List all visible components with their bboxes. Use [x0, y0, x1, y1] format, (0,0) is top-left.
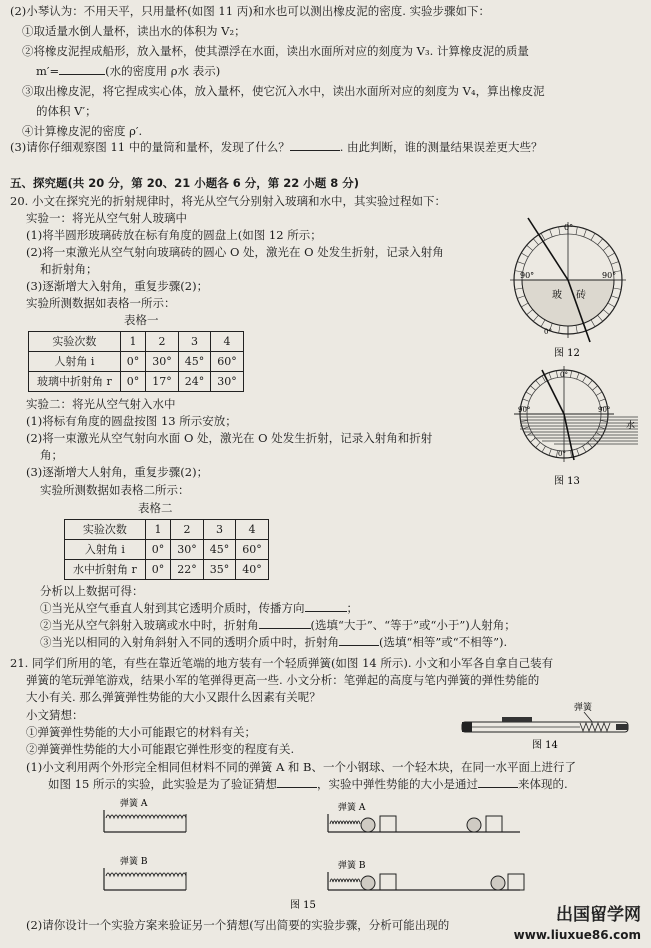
spring-label: 弹簧	[574, 703, 593, 713]
table-cell: 0°	[145, 560, 171, 580]
dial-tick	[517, 262, 525, 265]
table-1	[28, 331, 244, 392]
figure-12	[498, 212, 638, 362]
dial-tick	[541, 320, 545, 327]
dial-tick	[577, 449, 579, 456]
table-cell: 22°	[171, 560, 204, 580]
analysis-1: ①当光从空气垂直人射到其它透明介质时，传播方向 ；	[40, 601, 358, 615]
spring-b-label: 弹簧 B	[120, 857, 148, 867]
table-cell: 35°	[203, 560, 236, 580]
watermark-site: 出国留学网	[556, 904, 641, 925]
exp1-step2: (2)将一束激光从空气射向玻璃砖的圆心 O 处，激光在 O 处发生折射，记录入射角	[26, 245, 444, 259]
dial-tick	[533, 239, 538, 245]
exp2-step2: (2)将一束激光从空气射向水面 O 处，激光在 O 处发生折射，记录入射角和折射	[26, 431, 433, 445]
dial-tick	[577, 373, 579, 380]
part-2: (2)请你设计一个实验方案来验证另一个猜想(写出简要的实验步骤，分析可能出现的	[26, 918, 450, 932]
dial-tick	[598, 315, 603, 321]
dial-tick	[611, 296, 619, 299]
dial-tick	[608, 253, 615, 257]
dial-tick	[542, 446, 546, 452]
dial-tick	[592, 386, 597, 390]
dial-tick	[530, 386, 535, 390]
dial-tick	[592, 438, 597, 442]
table-cell: 0°	[120, 352, 146, 372]
table-cell: 0°	[145, 540, 171, 560]
dial-tick	[576, 227, 577, 235]
guess-intro: 小文猜想：	[26, 708, 84, 722]
table-cell: 24°	[178, 372, 211, 392]
dial-tick	[608, 303, 615, 307]
glass-label: 砖	[576, 290, 586, 301]
analysis-2: ②当光从空气斜射入玻璃或水中时，折射角 (选填“大于”、“等于”或“小于”)人射角；	[40, 618, 516, 632]
table-row	[65, 560, 269, 580]
table-row	[29, 332, 244, 352]
table-cell: 水中折射角 r	[65, 560, 146, 580]
figure-15	[100, 796, 530, 912]
dial-tick	[591, 233, 595, 240]
dial-tick	[559, 227, 560, 235]
step-2: ②将橡皮泥捏成船形，放入量杯，使其漂浮在水面，读出水面所对应的刻度为 V₃. 计算橡皮泥的质量	[22, 44, 529, 58]
dial-tick	[521, 420, 528, 421]
analysis-intro: 分析以上数据可得：	[40, 584, 144, 598]
dial-tick	[527, 245, 533, 250]
table-cell: 入射角 i	[65, 540, 146, 560]
exp2-step2-cont: 角；	[40, 448, 63, 462]
part-1-cont: 如图 15 所示的实验，此实验是为了验证猜想 ，实验中弹性势能的大小是通过 来体现的.	[48, 777, 568, 791]
table-cell: 1	[120, 332, 146, 352]
dial-tick	[549, 449, 551, 456]
answer-blank	[259, 628, 311, 629]
question-21-line3: 大小有关. 那么弹簧弹性势能的大小又跟什么因素有关呢？	[26, 690, 321, 704]
dial-tick	[521, 253, 528, 257]
table-cell: 实验次数	[29, 332, 121, 352]
degree-label: 0°	[560, 371, 568, 379]
dial-tick	[527, 310, 533, 315]
figure-caption: 图 13	[554, 476, 580, 487]
degree-label: 90°	[518, 406, 531, 414]
dial-tick	[613, 288, 621, 289]
dial-tick	[600, 420, 607, 421]
question-21-line2: 弹簧的笔玩弹笔游戏，结果小军的笔弹得更高一些. 小文分析：笔弹起的高度与笔内弹簧的弹性势能的	[26, 673, 540, 687]
dial-tick	[521, 303, 528, 307]
table-1-title: 表格一	[124, 313, 159, 327]
dial-tick	[517, 296, 525, 299]
table-cell: 1	[145, 520, 171, 540]
figure-caption: 图 14	[532, 740, 558, 751]
figure-13	[498, 362, 648, 492]
table-cell: 30°	[171, 540, 204, 560]
guess-2: ②弹簧弹性势能的大小可能跟它弹性形变的程度有关.	[26, 742, 295, 756]
dial-tick	[549, 373, 551, 380]
table-cell: 60°	[236, 540, 269, 560]
analysis-3: ③当光以相同的入射角斜射入不同的透明介质中时，折射角 (选填“相等”或“不相等”).	[40, 635, 508, 649]
spring-a-label: 弹簧 A	[338, 803, 366, 813]
table-cell: 45°	[178, 352, 211, 372]
answer-blank	[305, 611, 347, 612]
dial-tick	[556, 371, 557, 378]
table-cell: 3	[203, 520, 236, 540]
table-2-title: 表格二	[138, 501, 173, 515]
table-cell: 人射角 i	[29, 352, 121, 372]
answer-blank	[290, 150, 340, 151]
dial-tick	[570, 371, 571, 378]
dial-tick	[530, 438, 535, 442]
section-heading: 五、探究题(共 20 分，第 20、21 小题各 6 分，第 22 小题 8 分)	[10, 176, 360, 190]
degree-label: 90°	[520, 271, 535, 280]
table-cell: 60°	[211, 352, 244, 372]
dial-tick	[583, 376, 587, 382]
step-3-cont: 的体积 V′；	[36, 104, 97, 118]
dial-tick	[526, 392, 532, 396]
q-line: (2)小琴认为：不用天平，只用量杯(如图 11 丙)和水也可以测出橡皮泥的密度. 实验步骤如下：	[10, 4, 491, 18]
step-3: ③取出橡皮泥，将它捏成实心体，放入量杯，使它沉入水中，读出水面所对应的刻度为 V₄，算出橡皮泥	[22, 84, 545, 98]
figure-14	[456, 700, 636, 752]
dial-tick	[584, 229, 587, 237]
dial-tick	[611, 262, 619, 265]
dial-tick	[591, 320, 595, 327]
degree-label: 0°	[564, 223, 574, 232]
question-21: 21. 同学们所用的笔，有些在靠近笔端的地方装有一个轻质弹簧(如图 14 所示). 小文和小军各自拿自己装有	[10, 656, 554, 670]
step-4: ④计算橡皮泥的密度 ρ′.	[22, 124, 143, 138]
table-cell: 2	[146, 332, 179, 352]
table-cell: 实验次数	[65, 520, 146, 540]
exp1-data-intro: 实验所测数据如表格一所示：	[26, 296, 176, 310]
figure-caption: 图 12	[554, 348, 580, 359]
table-2	[64, 519, 269, 580]
mass-formula: m′= (水的密度用 ρ水 表示)	[36, 64, 221, 78]
dial-tick	[515, 288, 523, 289]
experiment-1-title: 实验一：将光从空气射人玻璃中	[26, 211, 187, 225]
spring-a-label: 弹簧 A	[120, 799, 148, 809]
dial-tick	[536, 442, 540, 447]
table-cell: 4	[236, 520, 269, 540]
dial-tick	[603, 310, 609, 315]
experiment-2-title: 实验二：将光从空气射入水中	[26, 397, 176, 411]
exp1-step1: (1)将半圆形玻璃砖放在标有角度的圆盘上(如图 12 所示；	[26, 228, 322, 242]
table-cell: 30°	[146, 352, 179, 372]
table-cell: 40°	[236, 560, 269, 580]
degree-label: 90°	[602, 271, 617, 280]
table-row	[65, 540, 269, 560]
question-20: 20. 小文在探究光的折射规律时，将光从空气分别射入玻璃和水中，其实验过程如下：	[10, 194, 446, 208]
answer-blank	[478, 787, 518, 788]
dial-tick	[576, 325, 577, 333]
degree-label: 90°	[598, 406, 611, 414]
question-3: (3)请你仔细观察图 11 中的量筒和量杯，发现了什么？ . 由此判断，谁的测量结果误差更大些？	[10, 140, 543, 154]
watermark-url[interactable]: www.liuxue86.com	[513, 928, 641, 942]
dial-tick	[526, 433, 532, 437]
dial-tick	[583, 446, 587, 452]
table-cell: 17°	[146, 372, 179, 392]
table-row	[29, 372, 244, 392]
answer-blank	[339, 645, 379, 646]
dial-tick	[550, 229, 553, 237]
dial-tick	[559, 325, 560, 333]
table-row	[65, 520, 269, 540]
degree-label: 0°	[544, 328, 552, 336]
dial-tick	[603, 245, 609, 250]
exp2-step1: (1)将标有角度的圆盘按图 13 所示安放；	[26, 414, 237, 428]
table-cell: 45°	[203, 540, 236, 560]
table-cell: 3	[178, 332, 211, 352]
dial-tick	[536, 380, 540, 385]
answer-blank	[59, 74, 105, 75]
dial-tick	[596, 433, 602, 437]
exp2-data-intro: 实验所测数据如表格二所示：	[40, 483, 190, 497]
figure-caption: 图 15	[290, 900, 316, 911]
dial-tick	[523, 399, 530, 401]
table-row	[29, 352, 244, 372]
dial-tick	[598, 239, 603, 245]
degree-label: 0°	[558, 450, 566, 458]
step-1: ①取适量水倒人量杯，读出水的体积为 V₂；	[22, 24, 246, 38]
glass-label: 玻	[552, 290, 562, 301]
exp1-step2-cont: 和折射角；	[40, 262, 98, 276]
dial-tick	[599, 399, 606, 401]
dial-tick	[596, 392, 602, 396]
spring-b-label: 弹簧 B	[338, 861, 366, 871]
table-cell: 0°	[120, 372, 146, 392]
answer-blank	[277, 787, 317, 788]
dial-tick	[588, 442, 592, 447]
part-1: (1)小文利用两个外形完全相同但材料不同的弹簧 A 和 B、一个小钢球、一个轻木块，在同一水平面上进行了	[26, 760, 577, 774]
table-cell: 玻璃中折射角 r	[29, 372, 121, 392]
water-label: 水	[626, 421, 636, 431]
dial-tick	[588, 380, 592, 385]
guess-1: ①弹簧弹性势能的大小可能跟它的材料有关；	[26, 725, 256, 739]
table-cell: 4	[211, 332, 244, 352]
dial-tick	[533, 315, 538, 321]
exp1-step3: (3)逐渐增大入射角，重复步骤(2)；	[26, 279, 209, 293]
exp2-step3: (3)逐渐增大人射角，重复步骤(2)；	[26, 465, 209, 479]
table-cell: 2	[171, 520, 204, 540]
table-cell: 30°	[211, 372, 244, 392]
